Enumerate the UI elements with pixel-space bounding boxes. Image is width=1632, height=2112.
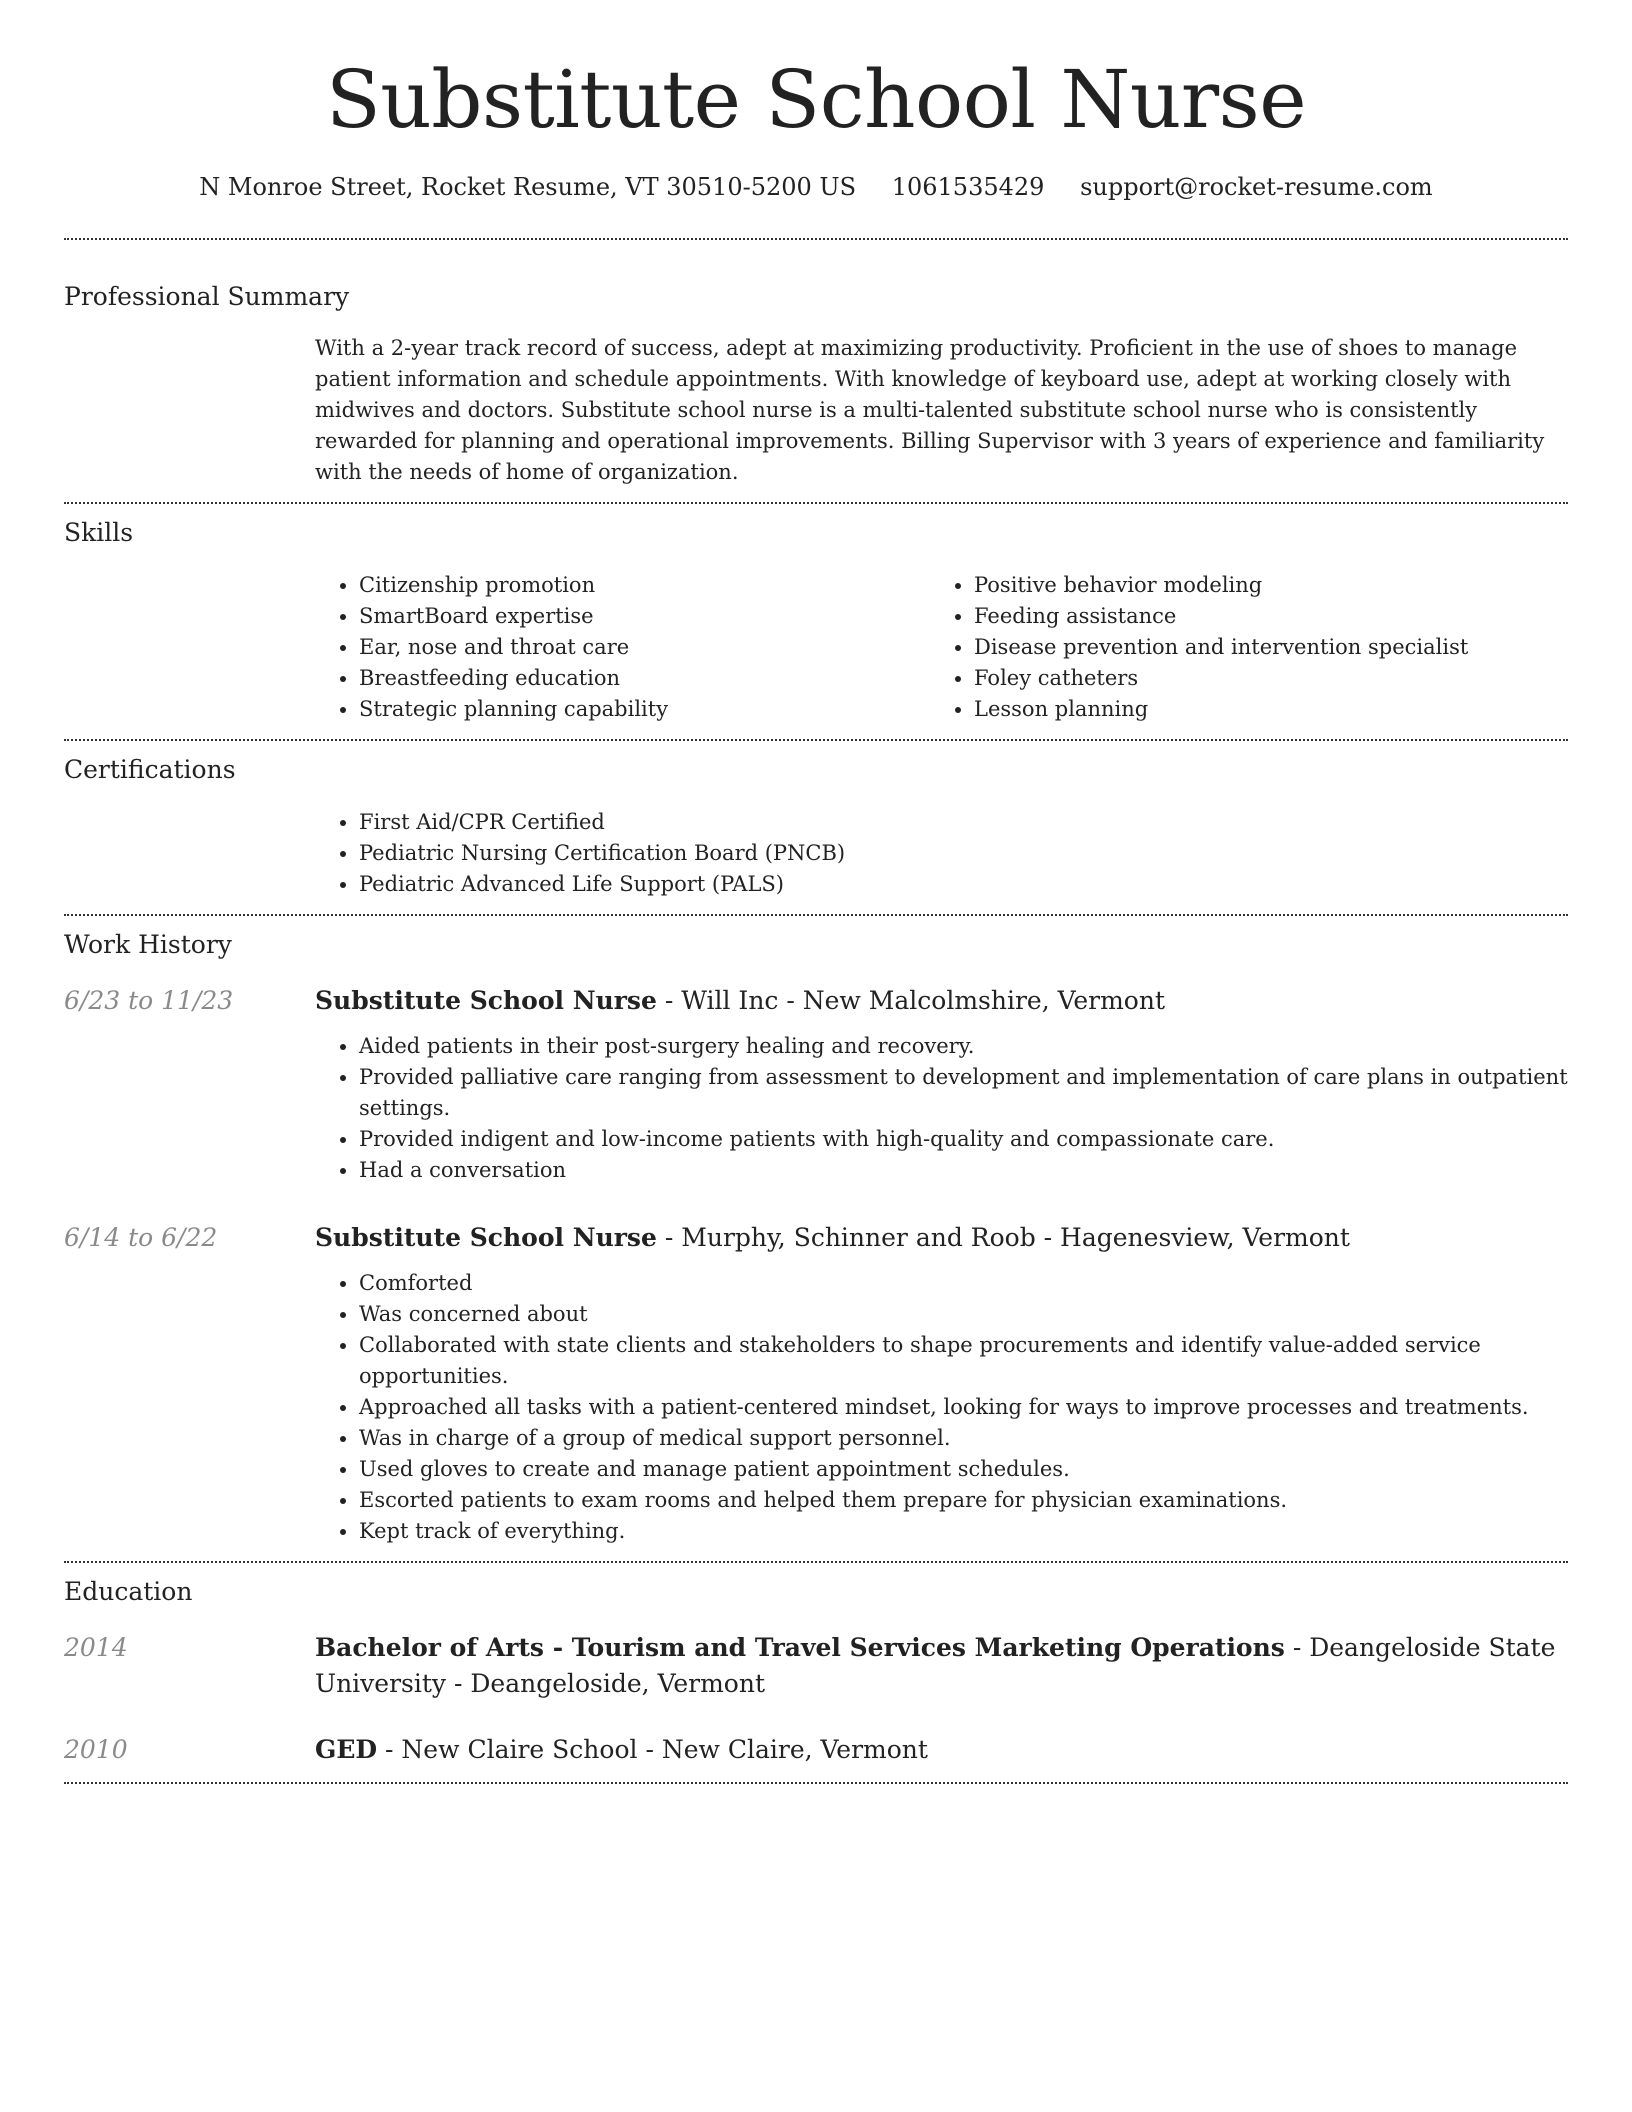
skill-item: • Strategic planning capability [359, 694, 930, 725]
education-year: 2010 [64, 1735, 128, 1764]
skill-item: • Ear, nose and throat care [359, 632, 930, 663]
divider [64, 1782, 1568, 1784]
skill-item: • Breastfeeding education [359, 663, 930, 694]
job-bullet: • Kept track of everything. [359, 1516, 1568, 1547]
job-body [315, 983, 1568, 1186]
section-work-history [64, 916, 1568, 1561]
candidate-name: Substitute School Nurse [325, 53, 1307, 146]
job-role: Substitute School Nurse [315, 1223, 657, 1252]
job-role: Substitute School Nurse [315, 986, 657, 1015]
skills-list-left [315, 570, 930, 725]
skill-item: • SmartBoard expertise [359, 601, 930, 632]
certification-item: • First Aid/CPR Certified [359, 807, 1568, 838]
section-title-skills: Skills [64, 518, 134, 547]
job-bullet: • Was concerned about [359, 1299, 1568, 1330]
skill-item: • Disease prevention and intervention specialist [974, 632, 1545, 663]
skill-item: • Foley catheters [974, 663, 1545, 694]
section-title-education: Education [64, 1577, 193, 1606]
job-bullet: • Used gloves to create and manage patient appointment schedules. [359, 1454, 1568, 1485]
contact-line [64, 170, 1568, 204]
job-bullet: • Collaborated with state clients and stakeholders to shape procurements and identify value-added service opportunities. [359, 1330, 1568, 1392]
contact-email[interactable]: support@rocket-resume.com [1080, 173, 1433, 201]
section-summary [64, 240, 1568, 502]
job-bullet: • Was in charge of a group of medical support personnel. [359, 1423, 1568, 1454]
contact-address: N Monroe Street, Rocket Resume, VT 30510-5200 US [199, 173, 857, 201]
job-bullet: • Escorted patients to exam rooms and helped them prepare for physician examinations. [359, 1485, 1568, 1516]
certification-item: • Pediatric Advanced Life Support (PALS) [359, 869, 1568, 900]
job-entry [64, 983, 1568, 1186]
section-title-summary: Professional Summary [64, 282, 350, 311]
job-employer-location: - Murphy, Schinner and Roob - Hagenesview, Vermont [656, 1223, 1350, 1252]
section-title-work-history: Work History [64, 930, 232, 959]
skill-item: • Citizenship promotion [359, 570, 930, 601]
skill-item: • Positive behavior modeling [974, 570, 1545, 601]
job-entry [64, 1220, 1568, 1547]
job-bullet: • Had a conversation [359, 1155, 1568, 1186]
summary-content [315, 333, 1568, 488]
skill-item: • Lesson planning [974, 694, 1545, 725]
job-bullet: • Approached all tasks with a patient-centered mindset, looking for ways to improve processes and treatments. [359, 1392, 1568, 1423]
education-degree: Bachelor of Arts - Tourism and Travel Services Marketing Operations [315, 1633, 1285, 1662]
job-bullet: • Provided indigent and low-income patients with high-quality and compassionate care. [359, 1124, 1568, 1155]
summary-text: With a 2-year track record of success, adept at maximizing productivity. Proficient in the use of shoes to manage patient information and schedule appointments. With knowledge of keyboard use, adept at working closely with midwives and doctors. Substitute school nurse is a multi-talented substitute school nurse who is consistently rewarded for planning and operational improvements. Billing Supervisor with 3 years of experience and familiarity with the needs of home of organization. [315, 336, 1545, 484]
job-bullet: • Comforted [359, 1268, 1568, 1299]
section-skills [64, 504, 1568, 739]
skills-content [315, 570, 1568, 725]
education-school-location: - Deangeloside State University - Deangeloside, Vermont [315, 1633, 1556, 1698]
section-title-certifications: Certifications [64, 755, 236, 784]
job-dates: 6/23 to 11/23 [64, 986, 234, 1015]
education-body [315, 1630, 1568, 1702]
skills-column-left [315, 570, 930, 725]
contact-phone: 1061535429 [891, 173, 1045, 201]
job-heading [315, 1220, 1568, 1256]
education-entry [64, 1732, 1568, 1768]
education-school-location: - New Claire School - New Claire, Vermont [377, 1735, 928, 1764]
section-certifications [64, 741, 1568, 914]
skills-list-right [930, 570, 1545, 725]
job-bullet: • Provided palliative care ranging from assessment to development and implementation of care plans in outpatient settings. [359, 1062, 1568, 1124]
education-body [315, 1732, 1568, 1768]
section-education [64, 1563, 1568, 1782]
certifications-list [315, 807, 1568, 900]
job-bullets [315, 1031, 1568, 1186]
skill-item: • Feeding assistance [974, 601, 1545, 632]
certifications-content [315, 807, 1568, 900]
job-heading [315, 983, 1568, 1019]
job-bullets [315, 1268, 1568, 1547]
education-degree: GED [315, 1735, 378, 1764]
resume-page [64, 0, 1568, 1784]
job-employer-location: - Will Inc - New Malcolmshire, Vermont [656, 986, 1165, 1015]
education-entry [64, 1630, 1568, 1702]
job-body [315, 1220, 1568, 1547]
education-year: 2014 [64, 1633, 128, 1662]
skills-column-right [930, 570, 1545, 725]
certification-item: • Pediatric Nursing Certification Board (PNCB) [359, 838, 1568, 869]
job-dates: 6/14 to 6/22 [64, 1223, 218, 1252]
job-bullet: • Aided patients in their post-surgery healing and recovery. [359, 1031, 1568, 1062]
